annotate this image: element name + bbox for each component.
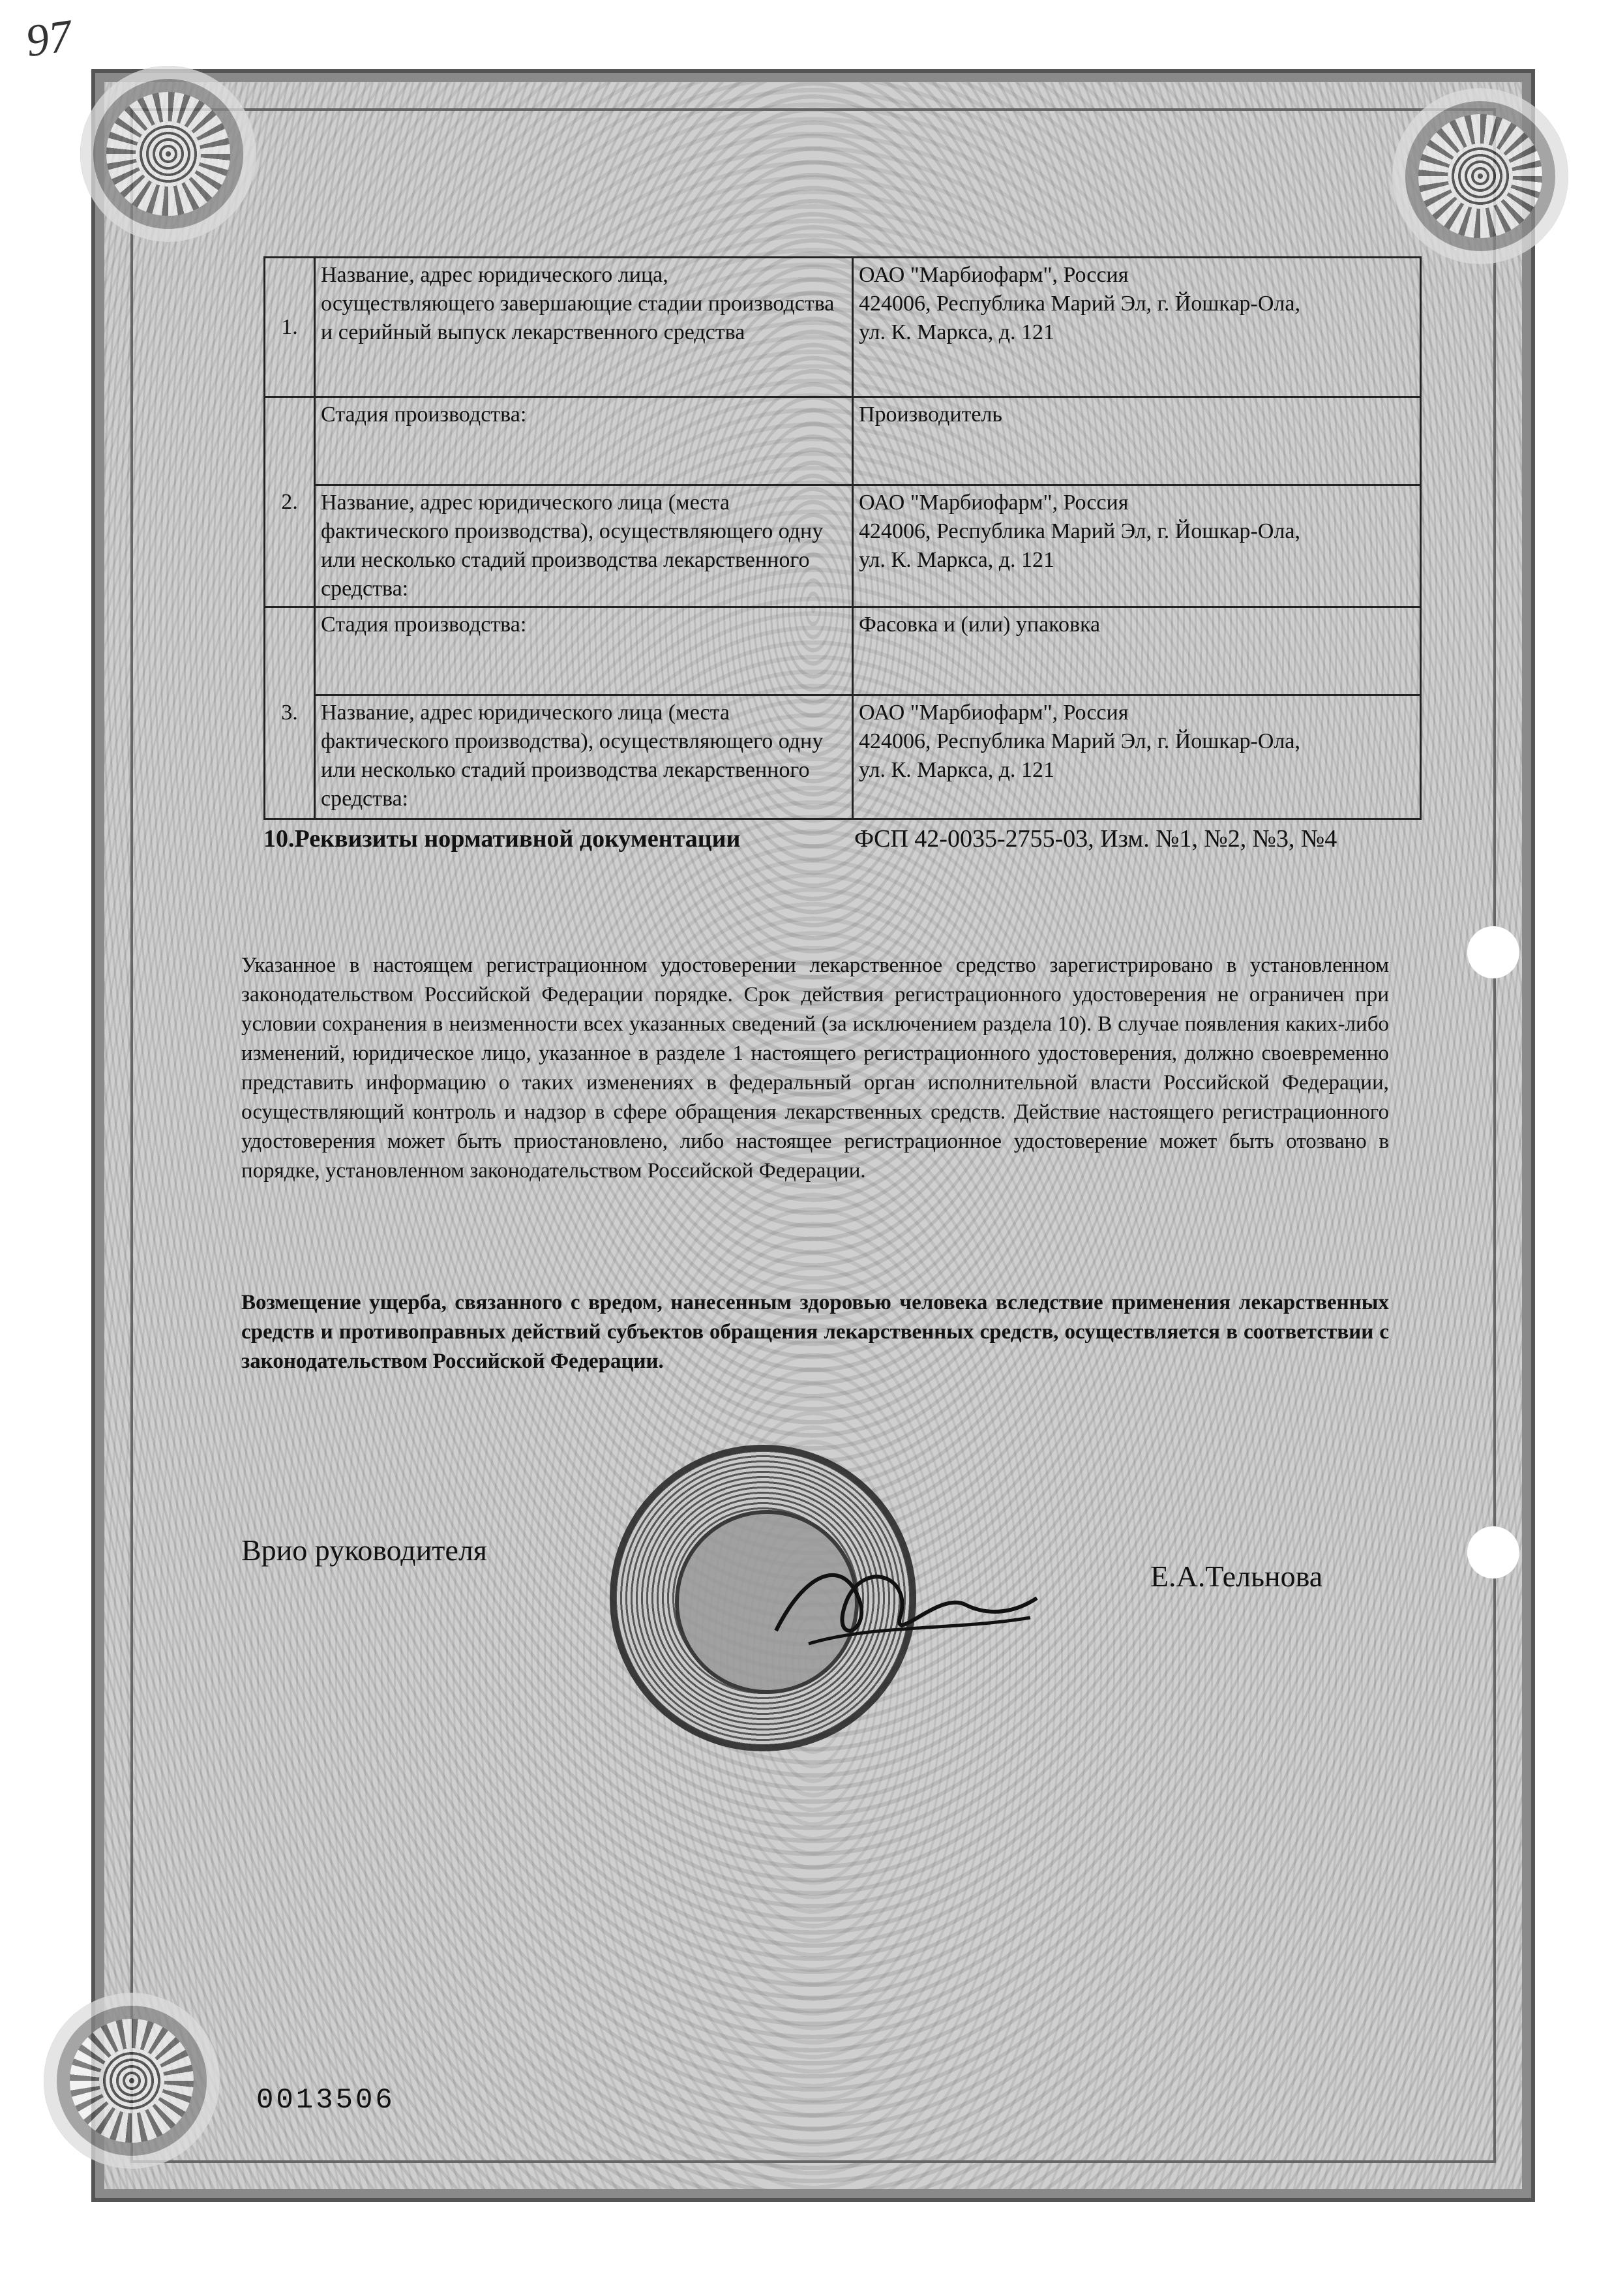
damages-paragraph: Возмещение ущерба, связанного с вредом, нанесенным здоровью человека вследствие применения лекарственных средств и противоправных действий субъектов обращения лекарственных средств, осуществляется в соответствии с законодательством Российской Федерации. (241, 1291, 1389, 1373)
row-label: Стадия производства: (315, 397, 853, 485)
row-value (853, 485, 1421, 607)
serial-number: 0013506 (256, 2084, 395, 2117)
table-row (265, 485, 1421, 607)
signatory-name: Е.А.Тельнова (1150, 1560, 1323, 1593)
row-label: Название, адрес юридического лица (места фактического производства), осуществляющего одну или несколько стадий производства лекарственного средства: (315, 485, 853, 607)
row-value (853, 607, 1421, 695)
table-row (265, 695, 1421, 819)
value-line: ОАО "Марбиофарм", Россия (859, 491, 1129, 515)
table-row (265, 258, 1421, 397)
registration-paragraph: Указанное в настоящем регистрационном удостоверении лекарственное средство зарегистрировано в установленном законодательством Российской Федерации порядке. Срок действия регистрационного удостоверения не ограничен при условии сохранения в неизменности всех указанных сведений (за исключением раздела 10). В случае появления каких-либо изменений, юридическое лицо, указанное в разделе 1 настоящего регистрационного удостоверения, должно своевременно представить информацию о таких изменениях в федеральный орган исполнительной власти Российской Федерации, осуществляющий контроль и надзор в сфере обращения лекарственных средств. Действие настоящего регистрационного удостоверения может быть приостановлено, либо настоящее регистрационное удостоверение может быть отозвано в порядке, установленном законодательством Российской Федерации. (241, 954, 1389, 1183)
row-value (853, 397, 1421, 485)
value-line: 424006, Республика Марий Эл, г. Йошкар-Ола, (859, 519, 1300, 543)
row-value (853, 258, 1421, 397)
row-label: Название, адрес юридического лица (места фактического производства), осуществляющего одну или несколько стадий производства лекарственного средства: (315, 695, 853, 819)
handwritten-signature (769, 1552, 1043, 1657)
row-value (853, 695, 1421, 819)
row-label: Название, адрес юридического лица, осуществляющего завершающие стадии производства и серийный выпуск лекарственного средства (315, 258, 853, 397)
value-line: Производитель (859, 402, 1002, 427)
value-line: ОАО "Марбиофарм", Россия (859, 263, 1129, 287)
table-row (265, 397, 1421, 485)
row-number: 2. (265, 397, 315, 607)
punch-hole (1467, 1526, 1519, 1578)
row-number: 3. (265, 607, 315, 819)
handwritten-note: 97 (22, 10, 75, 67)
signatory-title: Врио руководителя (241, 1533, 487, 1567)
table-row (265, 607, 1421, 695)
value-line: Фасовка и (или) упаковка (859, 612, 1101, 637)
section-10-value: ФСП 42-0035-2755-03, Изм. №1, №2, №3, №4 (854, 825, 1337, 853)
value-line: ул. К. Маркса, д. 121 (859, 548, 1055, 572)
section-10-title: 10.Реквизиты нормативной документации (263, 825, 741, 853)
value-line: ул. К. Маркса, д. 121 (859, 320, 1055, 344)
punch-hole (1467, 926, 1519, 978)
rosette-ornament-icon (80, 66, 256, 242)
value-line: 424006, Республика Марий Эл, г. Йошкар-Ола, (859, 292, 1300, 316)
row-label: Стадия производства: (315, 607, 853, 695)
value-line: ОАО "Марбиофарм", Россия (859, 701, 1129, 725)
manufacturer-table (263, 256, 1422, 820)
rosette-ornament-icon (44, 1993, 220, 2169)
value-line: ул. К. Маркса, д. 121 (859, 758, 1055, 782)
rosette-ornament-icon (1392, 88, 1568, 264)
value-line: 424006, Республика Марий Эл, г. Йошкар-Ола, (859, 729, 1300, 753)
row-number: 1. (265, 258, 315, 397)
